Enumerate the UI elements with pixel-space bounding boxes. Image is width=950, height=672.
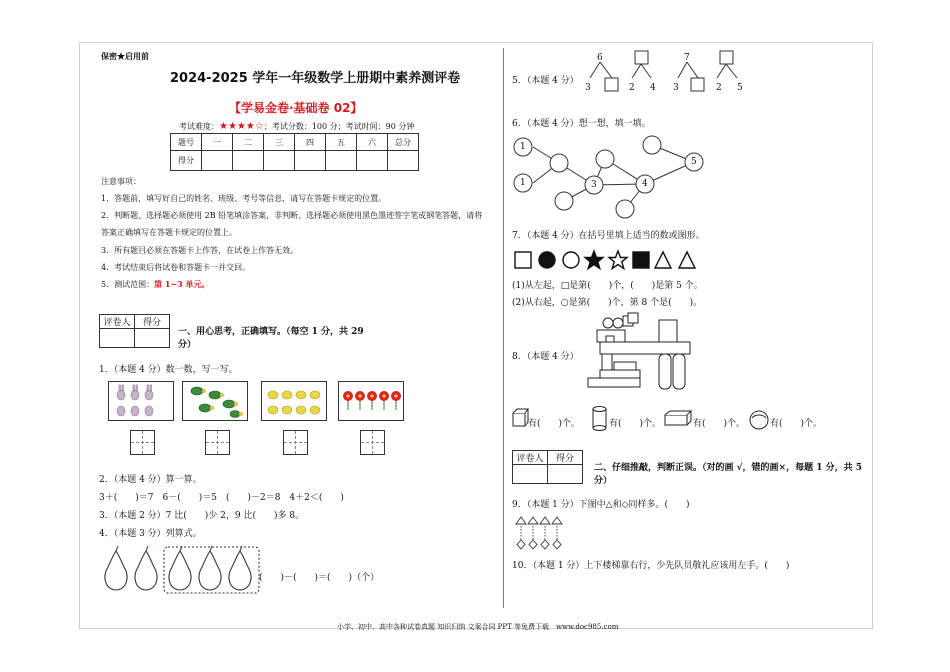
q8-text: 8．（本题 4 分） (512, 352, 579, 362)
ducks-picture (261, 381, 327, 421)
circle-icon (563, 252, 579, 268)
score-cell[interactable] (357, 151, 388, 171)
q7-text: 7．（本题 4 分）在括号里填上适当的数或图形。 (512, 231, 705, 241)
block-building (580, 312, 690, 392)
filled-circle-icon (539, 252, 555, 268)
q6-node-label: 1 (520, 142, 526, 152)
notice-scope (101, 279, 210, 290)
grader-table-1 (99, 314, 170, 348)
score-header-cell: 四 (295, 134, 326, 151)
score-table (170, 133, 419, 171)
exam-title: 2024-2025 学年一年级数学上册期中素养测评卷 (170, 71, 461, 86)
q7-line2: (2)从右起，○是第( )个，第 8 个是( )。 (512, 298, 703, 308)
sphere-count: 有( )个。 (770, 419, 823, 429)
score-cell[interactable] (264, 151, 295, 171)
cylinder-icon (592, 406, 608, 430)
q5-bottom-number: 2 (716, 83, 722, 93)
rabbits-picture (108, 381, 174, 421)
notice-item: 答案正确填写在答题卡规定的位置上。 (101, 228, 237, 237)
exam-info (179, 121, 414, 132)
exam-subtitle: 【学易金卷·基础卷 02】 (229, 101, 363, 115)
shape-sequence (513, 249, 703, 271)
star-icon (609, 251, 627, 269)
score-cell[interactable] (233, 151, 264, 171)
q9-text: 9．（本题 1 分）下图中△和◇同样多。( ) (512, 500, 690, 510)
q6-text: 6．（本题 4 分）想一想，填一填。 (512, 119, 651, 129)
square-icon (515, 252, 531, 268)
filled-square-icon (633, 252, 649, 268)
q6-node-label: 3 (591, 180, 597, 190)
q2-equations: 3＋( )＝7 6－( )＝5 ( )－2＝8 4＋2＜( ) (99, 493, 344, 503)
rabbit-icons (109, 382, 173, 420)
score-table-header-row (171, 134, 419, 151)
duck-icons (262, 382, 326, 420)
q10-text: 10．（本题 1 分）上下楼梯靠右行，少先队员敬礼应该用左手。( ) (512, 561, 790, 571)
grader-score-label: 得分 (548, 451, 583, 465)
score-cell[interactable] (388, 151, 419, 171)
notice-item: 1．答题前，填写好自己的姓名、班级、考号等信息，请写在答题卡规定的位置。 (101, 194, 387, 203)
section2-title: 二、仔细推敲，判断正误。（对的画 √，错的画×，每题 1 分，共 5 (594, 463, 863, 473)
q2-text: 2．（本题 4 分）算一算。 (99, 475, 202, 485)
section1-title-cont: 分） (178, 340, 197, 350)
grader-label: 评卷人 (100, 315, 135, 329)
q7-line1: (1)从左起，□是第( )个，( )是第 5 个。 (512, 281, 703, 291)
q4-text: 4．（本题 3 分）列算式。 (99, 529, 202, 539)
q5-bottom-number: 5 (737, 83, 743, 93)
number-decomposition-diagrams (580, 50, 750, 98)
q5-bottom-number: 3 (673, 83, 679, 93)
grader-cell[interactable] (513, 465, 548, 484)
grader-label: 评卷人 (513, 451, 548, 465)
score-header-cell: 题号 (171, 134, 202, 151)
footer-text: 小学、初中、高中各种试卷真题 知识归纳 文案合同 PPT 等免费下载 www.doc985.com (337, 623, 619, 631)
q5-text: 5．（本题 4 分） (512, 76, 579, 86)
exam-meta: ；考试分数：100 分；考试时间：90 分钟 (263, 122, 415, 131)
score-header-cell: 三 (264, 134, 295, 151)
score-header-cell: 二 (233, 134, 264, 151)
answer-box[interactable] (130, 430, 155, 455)
q6-node-label: 4 (642, 179, 648, 189)
section2-title-cont: 分） (594, 476, 613, 486)
filled-star-icon (585, 251, 603, 269)
turtles-picture (182, 381, 248, 421)
answer-box[interactable] (283, 430, 308, 455)
cuboid-icon (664, 410, 692, 426)
q5-bottom-number: 3 (585, 83, 591, 93)
column-divider (503, 48, 504, 608)
score-header-cell: 一 (202, 134, 233, 151)
score-cell[interactable] (295, 151, 326, 171)
q5-bottom-number: 2 (629, 83, 635, 93)
triangle-icon (679, 252, 695, 268)
answer-box[interactable] (360, 430, 385, 455)
cylinder-count: 有( )个。 (609, 419, 662, 429)
score-cell[interactable] (202, 151, 233, 171)
difficulty-label: 考试难度： (179, 122, 219, 131)
grader-score-label: 得分 (135, 315, 170, 329)
q3-text: 3．（本题 2 分）7 比( )少 2，9 比( )多 8。 (99, 511, 305, 521)
q6-node-label: 1 (520, 178, 526, 188)
score-header-cell: 总分 (388, 134, 419, 151)
difficulty-stars: ★★★★☆ (219, 121, 264, 132)
cube-icon (512, 408, 528, 428)
q5-bottom-number: 4 (650, 83, 656, 93)
cuboid-count: 有( )个。 (693, 419, 746, 429)
notice-item: 3．所有题目必须在答题卡上作答，在试卷上作答无效。 (101, 246, 299, 255)
scope-value: 第 1~3 单元。 (154, 279, 210, 289)
section1-title: 一、用心思考，正确填写。（每空 1 分，共 29 (178, 327, 364, 337)
flowers-picture (338, 381, 404, 421)
score-cell[interactable] (326, 151, 357, 171)
grader-cell[interactable] (100, 329, 135, 348)
flower-icons (339, 382, 403, 420)
confidential-label: 保密★启用前 (101, 51, 149, 61)
turtle-icons (183, 382, 247, 420)
grader-table-2 (512, 450, 583, 484)
triangle-icon (655, 252, 671, 268)
scope-prefix: 5．测试范围： (101, 280, 155, 289)
answer-box[interactable] (205, 430, 230, 455)
notice-item: 4．考试结束后将试卷和答题卡一并交回。 (101, 263, 251, 272)
cube-count: 有( )个。 (528, 419, 581, 429)
q6-node-label: 5 (691, 157, 697, 167)
grader-cell[interactable] (548, 465, 583, 484)
sphere-icon (749, 410, 769, 430)
score-header-cell: 五 (326, 134, 357, 151)
q1-text: 1．（本题 4 分）数一数，写一写。 (99, 365, 238, 375)
grader-cell[interactable] (135, 329, 170, 348)
q4-formula: ( )－( )＝( )（个） (259, 573, 380, 583)
triangles-diamonds-figure (515, 516, 571, 550)
score-row-label: 得分 (171, 151, 202, 171)
pears-illustration (100, 545, 265, 593)
score-header-cell: 六 (357, 134, 388, 151)
notice-item: 2．判断题、选择题必须使用 2B 铅笔填涂答案，非判断、选择题必须使用黑色墨迹签字笔或钢笔答题，请将 (101, 211, 483, 220)
notices-title: 注意事项： (101, 177, 141, 186)
score-table-score-row (171, 151, 419, 171)
number-chain-diagram (512, 135, 712, 215)
q5-top-number: 6 (597, 53, 603, 63)
q5-top-number: 7 (684, 53, 690, 63)
